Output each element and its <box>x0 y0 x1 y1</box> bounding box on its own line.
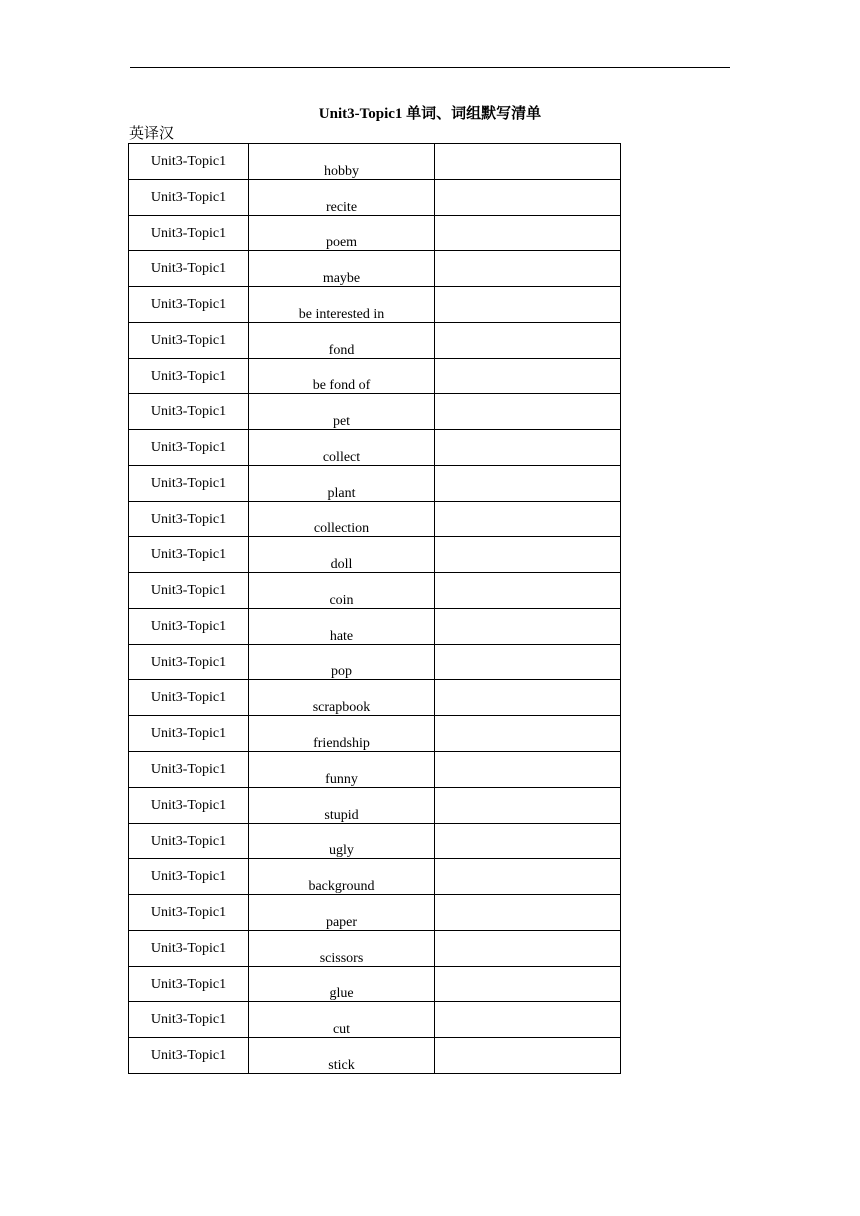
answer-blank-cell[interactable] <box>435 144 621 180</box>
unit-cell: Unit3-Topic1 <box>129 930 249 966</box>
english-word: recite <box>325 199 358 215</box>
english-word: coin <box>329 592 354 608</box>
word-cell <box>249 1038 435 1074</box>
table-row <box>129 966 621 1002</box>
english-word: fond <box>328 342 355 358</box>
table-row <box>129 394 621 430</box>
answer-blank-cell[interactable] <box>435 1002 621 1038</box>
table-row <box>129 358 621 394</box>
table-row <box>129 322 621 358</box>
word-cell <box>249 215 435 251</box>
table-row <box>129 179 621 215</box>
unit-cell: Unit3-Topic1 <box>129 1038 249 1074</box>
table-row <box>129 215 621 251</box>
answer-blank-cell[interactable] <box>435 394 621 430</box>
english-word: background <box>308 879 375 895</box>
word-cell <box>249 608 435 644</box>
english-word: scrapbook <box>312 700 371 716</box>
word-cell <box>249 716 435 752</box>
word-cell <box>249 680 435 716</box>
word-cell <box>249 537 435 573</box>
unit-cell: Unit3-Topic1 <box>129 680 249 716</box>
unit-cell: Unit3-Topic1 <box>129 501 249 537</box>
word-cell <box>249 787 435 823</box>
answer-blank-cell[interactable] <box>435 179 621 215</box>
word-cell <box>249 930 435 966</box>
english-word: pop <box>331 664 352 680</box>
table-row <box>129 537 621 573</box>
table-row <box>129 287 621 323</box>
english-word: doll <box>330 557 353 573</box>
unit-cell: Unit3-Topic1 <box>129 608 249 644</box>
answer-blank-cell[interactable] <box>435 287 621 323</box>
answer-blank-cell[interactable] <box>435 537 621 573</box>
table-row <box>129 752 621 788</box>
word-cell <box>249 823 435 859</box>
answer-blank-cell[interactable] <box>435 895 621 931</box>
answer-blank-cell[interactable] <box>435 716 621 752</box>
answer-blank-cell[interactable] <box>435 501 621 537</box>
word-cell <box>249 501 435 537</box>
word-cell <box>249 358 435 394</box>
unit-cell: Unit3-Topic1 <box>129 644 249 680</box>
unit-cell: Unit3-Topic1 <box>129 537 249 573</box>
table-row <box>129 251 621 287</box>
english-word: scissors <box>319 950 364 966</box>
unit-cell: Unit3-Topic1 <box>129 322 249 358</box>
unit-cell: Unit3-Topic1 <box>129 1002 249 1038</box>
word-cell <box>249 430 435 466</box>
vocabulary-table-body <box>129 144 621 1074</box>
answer-blank-cell[interactable] <box>435 430 621 466</box>
answer-blank-cell[interactable] <box>435 608 621 644</box>
table-row <box>129 144 621 180</box>
table-row <box>129 501 621 537</box>
answer-blank-cell[interactable] <box>435 966 621 1002</box>
english-word: stupid <box>324 807 359 823</box>
table-row <box>129 930 621 966</box>
unit-cell: Unit3-Topic1 <box>129 394 249 430</box>
unit-cell: Unit3-Topic1 <box>129 573 249 609</box>
table-row <box>129 1038 621 1074</box>
english-word: stick <box>328 1057 355 1073</box>
word-cell <box>249 752 435 788</box>
answer-blank-cell[interactable] <box>435 930 621 966</box>
english-word: glue <box>329 986 354 1002</box>
answer-blank-cell[interactable] <box>435 573 621 609</box>
english-word: friendship <box>313 736 370 752</box>
answer-blank-cell[interactable] <box>435 644 621 680</box>
english-word: cut <box>332 1022 351 1038</box>
answer-blank-cell[interactable] <box>435 787 621 823</box>
unit-cell: Unit3-Topic1 <box>129 465 249 501</box>
english-word: plant <box>327 485 356 501</box>
unit-cell: Unit3-Topic1 <box>129 251 249 287</box>
answer-blank-cell[interactable] <box>435 823 621 859</box>
unit-cell: Unit3-Topic1 <box>129 823 249 859</box>
unit-cell: Unit3-Topic1 <box>129 787 249 823</box>
english-word: hate <box>329 628 354 644</box>
word-cell <box>249 644 435 680</box>
english-word: funny <box>325 771 358 787</box>
english-word: be fond of <box>312 378 371 394</box>
answer-blank-cell[interactable] <box>435 465 621 501</box>
header-rule <box>130 67 730 68</box>
page-title: Unit3-Topic1 单词、词组默写清单 <box>318 106 542 122</box>
unit-cell: Unit3-Topic1 <box>129 287 249 323</box>
unit-cell: Unit3-Topic1 <box>129 966 249 1002</box>
word-cell <box>249 144 435 180</box>
english-word: be interested in <box>298 306 385 322</box>
unit-cell: Unit3-Topic1 <box>129 859 249 895</box>
unit-cell: Unit3-Topic1 <box>129 144 249 180</box>
answer-blank-cell[interactable] <box>435 358 621 394</box>
word-cell <box>249 966 435 1002</box>
answer-blank-cell[interactable] <box>435 1038 621 1074</box>
english-word: poem <box>325 235 358 251</box>
word-cell <box>249 287 435 323</box>
word-cell <box>249 394 435 430</box>
table-row <box>129 573 621 609</box>
unit-cell: Unit3-Topic1 <box>129 752 249 788</box>
vocabulary-table <box>128 143 621 1074</box>
table-row <box>129 465 621 501</box>
word-cell <box>249 573 435 609</box>
table-row <box>129 823 621 859</box>
english-word: hobby <box>324 163 359 179</box>
table-row <box>129 644 621 680</box>
unit-cell: Unit3-Topic1 <box>129 895 249 931</box>
table-row <box>129 787 621 823</box>
answer-blank-cell[interactable] <box>435 215 621 251</box>
word-cell <box>249 465 435 501</box>
table-row <box>129 680 621 716</box>
word-cell <box>249 1002 435 1038</box>
answer-blank-cell[interactable] <box>435 322 621 358</box>
word-cell <box>249 859 435 895</box>
unit-cell: Unit3-Topic1 <box>129 716 249 752</box>
table-row <box>129 859 621 895</box>
unit-cell: Unit3-Topic1 <box>129 215 249 251</box>
table-row <box>129 1002 621 1038</box>
word-cell <box>249 179 435 215</box>
english-word: paper <box>325 914 358 930</box>
answer-blank-cell[interactable] <box>435 251 621 287</box>
english-word: ugly <box>329 843 354 859</box>
table-row <box>129 895 621 931</box>
word-cell <box>249 895 435 931</box>
unit-cell: Unit3-Topic1 <box>129 179 249 215</box>
unit-cell: Unit3-Topic1 <box>129 358 249 394</box>
english-word: collection <box>313 521 370 537</box>
english-word: maybe <box>322 271 361 287</box>
section-label: 英译汉 <box>129 126 175 142</box>
table-row <box>129 716 621 752</box>
word-cell <box>249 322 435 358</box>
answer-blank-cell[interactable] <box>435 859 621 895</box>
word-cell <box>249 251 435 287</box>
table-row <box>129 608 621 644</box>
english-word: pet <box>332 414 351 430</box>
unit-cell: Unit3-Topic1 <box>129 430 249 466</box>
answer-blank-cell[interactable] <box>435 680 621 716</box>
english-word: collect <box>322 449 361 465</box>
answer-blank-cell[interactable] <box>435 752 621 788</box>
table-row <box>129 430 621 466</box>
